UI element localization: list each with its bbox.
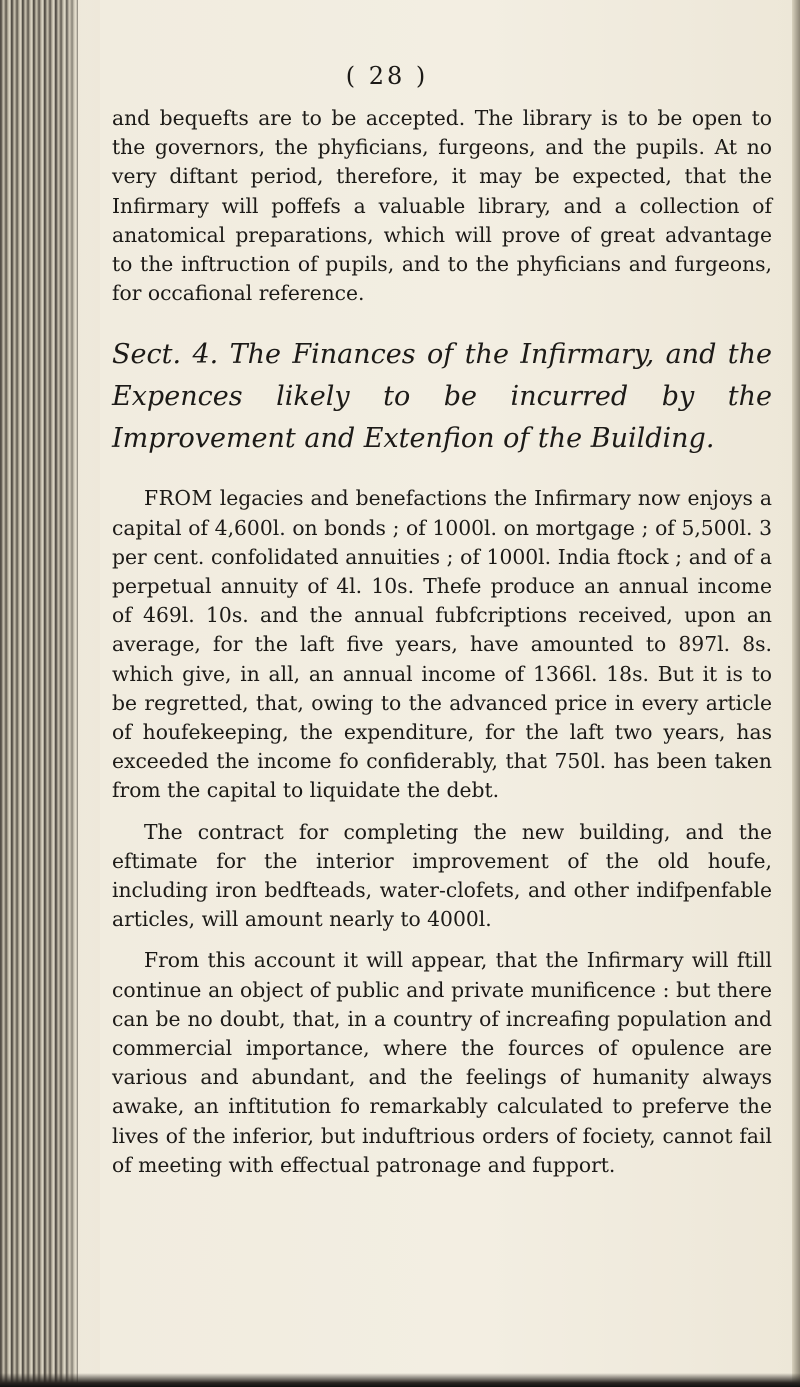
section-heading: Sect. 4. The Finances of the Infirmary, and the Expences likely to be incurred by the Improvement and Extenfion of the Building.: [112, 339, 772, 455]
contract-paragraph: The contract for completing the new building, and the eftimate for the interior improvement of the old houfe, including iron bedfteads, water-clofets, and other indifpenfable articles, will amount nearly to 4000l.: [112, 819, 772, 932]
page-number: ( 28 ): [345, 62, 429, 90]
page-edge-right: [792, 0, 800, 1387]
paragraph-lead-word: FROM: [144, 486, 213, 511]
gutter-shadow: [60, 0, 100, 1387]
opening-paragraph: and bequefts are to be accepted. The library is to be open to the governors, the phyficians, furgeons, and the pupils. At no very diftant period, therefore, it may be expected, that the Infirmary will poffefs a valuable library, and a collection of anatomical preparations, which will prove of great advantage to the inftruction of pupils, and to the phyficians and furgeons, for occafional reference.: [112, 106, 772, 306]
finances-paragraph: [112, 484, 772, 805]
page-text-block: [112, 62, 772, 1180]
paragraph-body: legacies and benefactions the Infirmary now enjoys a capital of 4,600l. on bonds ; of 1000l. on mortgage ; of 5,500l. 3 per cent. confolidated annuities ; of 1000l. India ftock ; and of a perpetual annuity of 4l. 10s. Thefe produce an annual income of 469l. 10s. and the annual fubfcriptions received, upon an average, for the laft five years, have amounted to 897l. 8s. which give, in all, an annual income of 1366l. 18s. But it is to be regretted, that, owing to the advanced price in every article of houfekeeping, the expenditure, for the laft two years, has exceeded the income fo confiderably, that 750l. has been taken from the capital to liquidate the debt.: [112, 486, 772, 803]
conclusion-paragraph: From this account it will appear, that the Infirmary will ftill continue an object of public and private munificence : but there can be no doubt, that, in a country of increafing population and commercial importance, where the fources of opulence are various and abundant, and the feelings of humanity always awake, an inftitution fo remarkably calculated to preferve the lives of the inferior, but induftrious orders of fociety, cannot fail of meeting with effectual patronage and fupport.: [112, 948, 772, 1177]
page-edge-bottom: [0, 1373, 800, 1387]
